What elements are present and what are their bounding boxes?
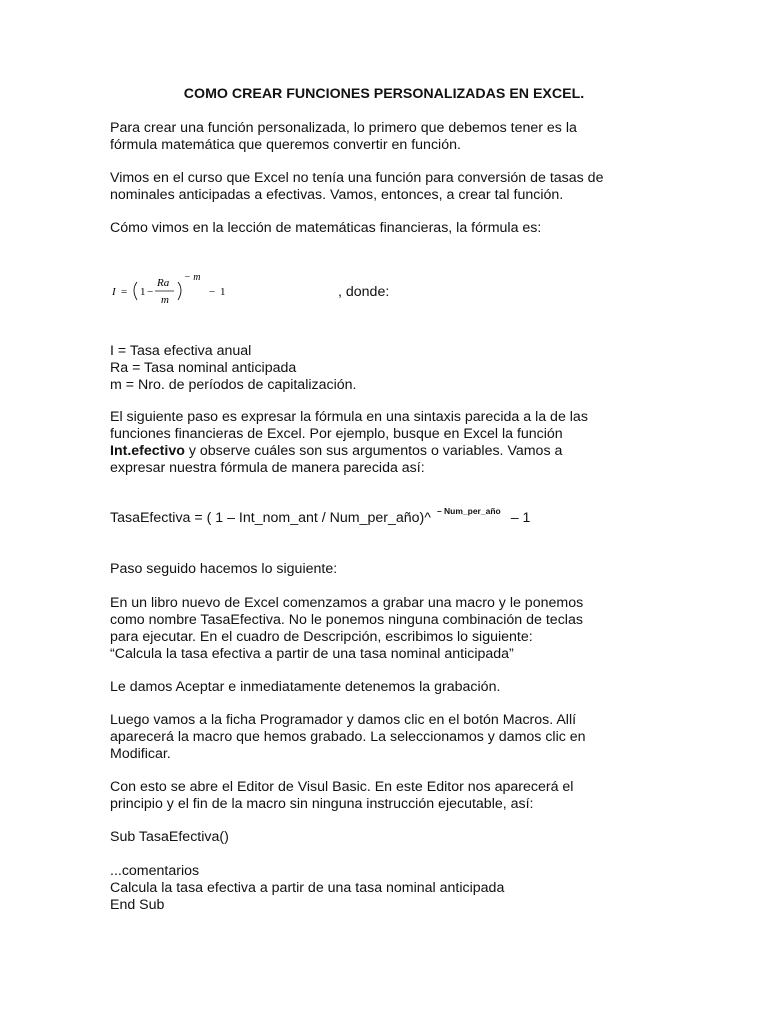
- code-block: [110, 863, 650, 914]
- left-paren: [134, 282, 137, 300]
- course-paragraph: [110, 170, 650, 204]
- formula2-exponent: – Num_per_año: [436, 506, 501, 516]
- effective-rate-formula: [110, 270, 530, 314]
- paso-seguido: Paso seguido hacemos lo siguiente:: [110, 561, 338, 577]
- code-line: ...comentarios: [110, 863, 200, 879]
- tasa-efectiva-formula: [110, 506, 531, 528]
- code-line: End Sub: [110, 897, 165, 913]
- formula-donde: , donde:: [338, 284, 390, 300]
- text-line: nominales anticipadas a efectivas. Vamos, entonces, a crear tal función.: [110, 187, 564, 203]
- editor-paragraph: Con esto se abre el Editor de Visul Basic. En este Editor nos aparecerá el principio y el fin de la macro sin ninguna instrucción ejecutable, así:: [110, 779, 574, 812]
- code-sub-line: Sub TasaEfectiva(): [110, 829, 229, 845]
- formula-equals: =: [121, 286, 128, 298]
- definition-item: m = Nro. de períodos de capitalización.: [110, 377, 357, 393]
- formula-exponent: − m: [184, 272, 201, 283]
- definition-item: Ra = Tasa nominal anticipada: [110, 360, 297, 376]
- definitions-list: [110, 343, 650, 394]
- code-line: Calcula la tasa efectiva a partir de una tasa nominal anticipada: [110, 880, 505, 896]
- intro-paragraph: [110, 120, 650, 154]
- formula2-main: TasaEfectiva = ( 1 – Int_nom_ant / Num_per_año)^: [110, 510, 431, 526]
- formula-trail-one: 1: [220, 286, 226, 298]
- document-title: COMO CREAR FUNCIONES PERSONALIZADAS EN EXCEL.: [183, 86, 585, 102]
- right-paren: [178, 282, 181, 300]
- formula2-tail: – 1: [510, 510, 531, 526]
- next-step-paragraph: El siguiente paso es expresar la fórmula en una sintaxis parecida a la de las funciones financieras de Excel. Por ejemplo, busque en Excel la función Int.efectivo y observe cuáles son sus argumentos o variables. Vamos a expresar nuestra fórmula de manera parecida así:: [110, 409, 588, 476]
- formula-graphic: [110, 270, 340, 314]
- formula-intro: Cómo vimos en la lección de matemáticas financieras, la fórmula es:: [110, 220, 542, 236]
- formula-one: 1: [140, 286, 146, 298]
- definition-item: I = Tasa efectiva anual: [110, 343, 252, 359]
- text-line: fórmula matemática que queremos convertir en función.: [110, 137, 461, 153]
- formula-denominator: m: [161, 294, 169, 306]
- text-line: Vimos en el curso que Excel no tenía una función para conversión de tasas de: [110, 170, 604, 186]
- macro-paragraph: En un libro nuevo de Excel comenzamos a grabar una macro y le ponemos como nombre TasaEfectiva. No le ponemos ninguna combinación de teclas para ejecutar. En el cuadro de Descripción, escribimos lo siguiente: “Calcula la tasa efectiva a partir de una tasa nominal anticipada”: [110, 595, 584, 662]
- function-name-bold: Int.efectivo: [110, 443, 185, 459]
- text-line: Para crear una función personalizada, lo primero que debemos tener es la: [110, 120, 577, 136]
- formula-lhs: I: [112, 286, 116, 298]
- formula-minus: −: [147, 286, 154, 298]
- aceptar-paragraph: Le damos Aceptar e inmediatamente detenemos la grabación.: [110, 679, 501, 695]
- formula-numerator: Ra: [157, 277, 170, 289]
- programador-paragraph: Luego vamos a la ficha Programador y damos clic en el botón Macros. Allí aparecerá la macro que hemos grabado. La seleccionamos y damos clic en Modificar.: [110, 712, 586, 762]
- formula-trail-minus: −: [209, 286, 216, 298]
